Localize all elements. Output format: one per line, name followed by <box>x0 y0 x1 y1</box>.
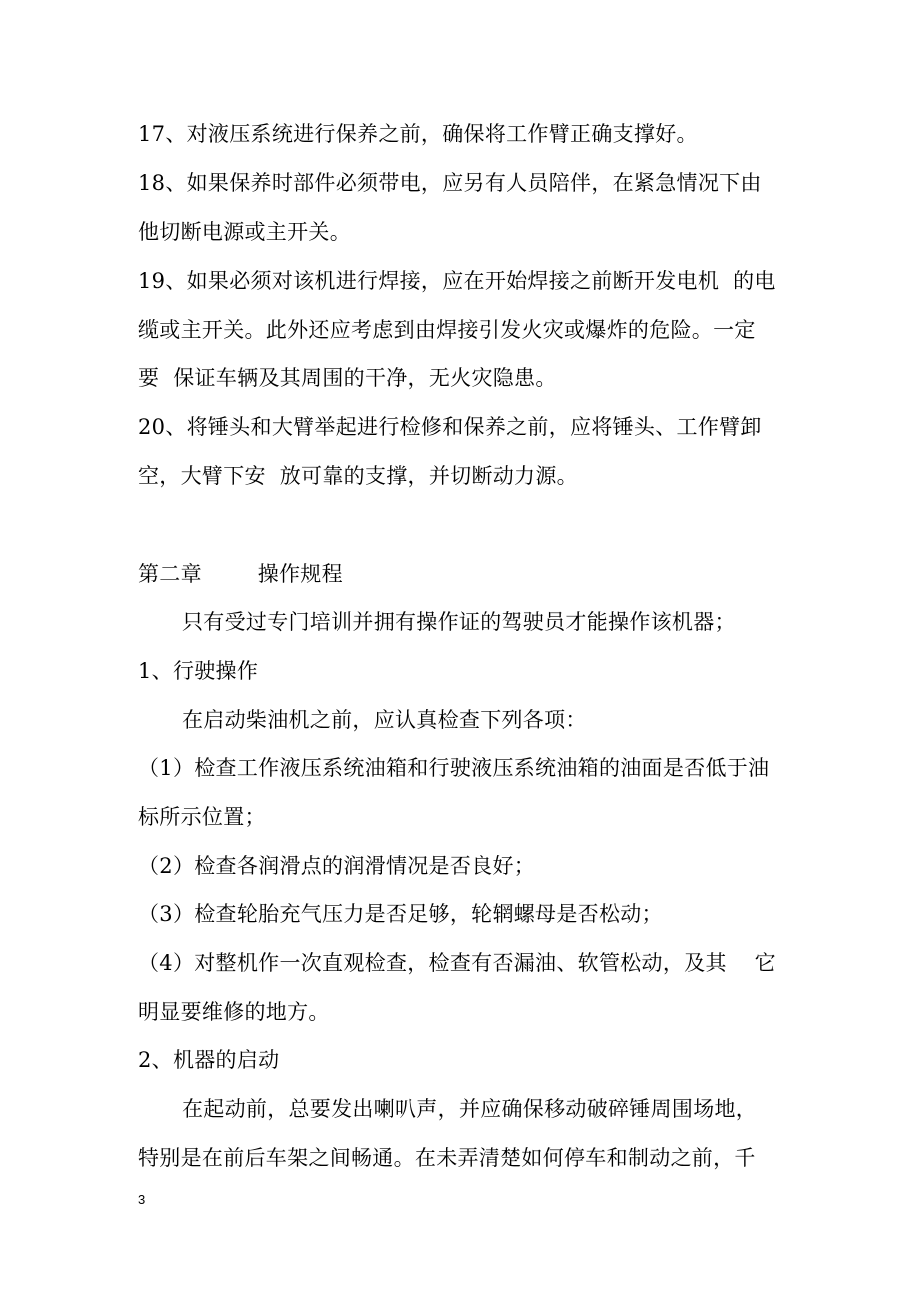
section-heading: 1、行驶操作 <box>138 659 259 683</box>
text-line: 在启动柴油机之前，应认真检查下列各项： <box>182 708 587 732</box>
text-line: 20、将锤头和大臂举起进行检修和保养之前，应将锤头、工作臂卸 <box>138 415 762 439</box>
text-line: （4）对整机作一次直观检查，检查有否漏油、软管松动，及其 它 <box>138 951 776 975</box>
text-line: 缆或主开关。此外还应考虑到由焊接引发火灾或爆炸的危险。一定 <box>138 318 756 342</box>
text-line: 特别是在前后车架之间畅通。在未弄清楚如何停车和制动之前，千 <box>138 1146 756 1170</box>
chapter-heading: 第二章 操作规程 <box>138 562 343 586</box>
text-line: 他切断电源或主开关。 <box>138 220 351 244</box>
section-heading: 2、机器的启动 <box>138 1048 280 1072</box>
text-line: （2）检查各润滑点的润滑情况是否良好； <box>138 854 536 878</box>
text-line: 只有受过专门培训并拥有操作证的驾驶员才能操作该机器； <box>182 610 736 634</box>
text-line: （1）检查工作液压系统油箱和行驶液压系统油箱的油面是否低于油 <box>138 756 770 780</box>
text-line: 空，大臂下安 放可靠的支撑，并切断动力源。 <box>138 464 578 488</box>
text-line: 18、如果保养时部件必须带电，应另有人员陪伴，在紧急情况下由 <box>138 171 762 195</box>
text-line: 明显要维修的地方。 <box>138 1000 330 1024</box>
text-line: 17、对液压系统进行保养之前，确保将工作臂正确支撑好。 <box>138 122 698 146</box>
text-line: 在起动前，总要发出喇叭声，并应确保移动破碎锤周围场地， <box>182 1097 758 1121</box>
text-line: 19、如果必须对该机进行焊接，应在开始焊接之前断开发电机 的电 <box>138 269 776 293</box>
text-line: 标所示位置； <box>138 805 266 829</box>
text-line: （3）检查轮胎充气压力是否足够，轮辋螺母是否松动； <box>138 902 663 926</box>
text-line: 要 保证车辆及其周围的干净，无火灾隐患。 <box>138 366 557 390</box>
page-number: 3 <box>138 1192 146 1207</box>
